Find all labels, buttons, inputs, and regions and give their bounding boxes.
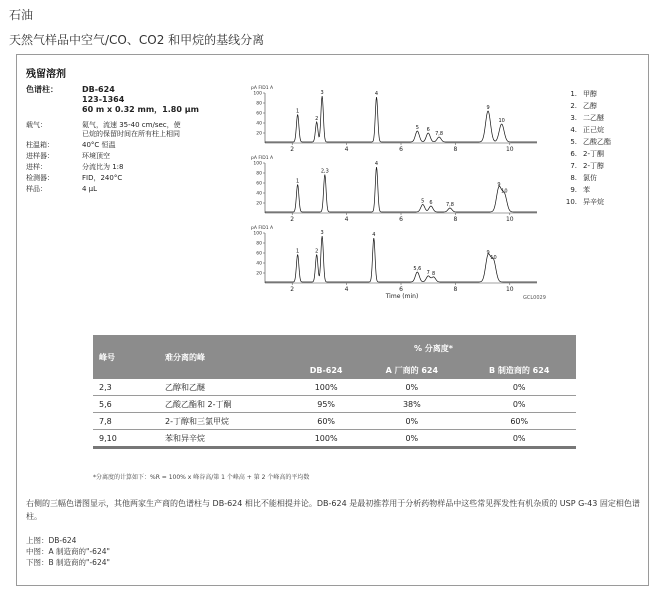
cell-pair: 苯和异辛烷	[159, 430, 291, 448]
signal-label: pA FID1 A	[251, 226, 274, 231]
y-tick-label: 20	[256, 271, 262, 277]
x-tick-label: 6	[399, 216, 403, 223]
col-db624: DB-624	[291, 361, 361, 379]
peak-label: 2	[315, 248, 319, 255]
peak-label: 2,3	[320, 168, 329, 175]
spec-row-injector	[26, 152, 256, 161]
y-tick-label: 100	[253, 161, 262, 167]
x-tick-label: 6	[399, 286, 403, 293]
peak-label: 1	[296, 108, 300, 115]
x-tick-label: 4	[344, 146, 349, 153]
table-row	[93, 396, 576, 413]
legend-item: 7. 2-丁醇	[570, 162, 604, 170]
y-tick-label: 60	[256, 181, 262, 187]
peak-label: 2	[315, 116, 319, 122]
spec-value: FID，240°C	[82, 174, 123, 182]
cell-peak: 9,10	[93, 430, 159, 448]
description-text: 右侧的三幅色谱图显示，其他两家生产商的色谱柱与 DB-624 相比不能相提并论。DB-624 是最初推荐用于分析药物样品中这些常见挥发性有机杂质的 USP G-43 固定相色谱柱。	[26, 499, 640, 521]
peak-label: 9	[486, 250, 490, 256]
peak-label: 10	[498, 118, 505, 124]
x-tick-label: 10	[505, 216, 514, 223]
cell-db624: 60%	[291, 413, 361, 430]
cell-mfr-b: 0%	[462, 396, 576, 413]
peak-label: 9	[486, 105, 490, 111]
peak-label: 10	[490, 255, 497, 261]
legend-item: 10. 异辛烷	[565, 198, 604, 206]
legend-item: 5. 乙酸乙酯	[570, 138, 611, 146]
breadcrumb[interactable]: 石油	[9, 8, 34, 22]
cell-mfr-a: 38%	[361, 396, 462, 413]
peak-label: 8	[432, 271, 436, 277]
cell-db624: 100%	[291, 379, 361, 396]
legend-item: 3. 二乙醚	[570, 114, 604, 122]
peak-label: 3	[320, 90, 324, 96]
col-mfr-b: B 制造商的 624	[462, 361, 576, 379]
caption-bottom: 下图：B 制造商的"-624"	[26, 558, 110, 567]
peak-label: 7,8	[435, 131, 444, 137]
x-tick-label: 8	[453, 286, 458, 293]
y-tick-label: 100	[253, 91, 262, 97]
column-value-1: DB-624	[82, 85, 115, 94]
col-mfr-a: A 厂商的 624	[361, 361, 462, 379]
y-tick-label: 20	[256, 201, 262, 207]
peak-label: 7	[426, 270, 430, 276]
peak-label: 1	[296, 248, 300, 255]
spec-value: 氦气，流速 35-40 cm/sec，使已烷的保留时间在所有柱上相同	[82, 121, 181, 138]
spec-key: 检测器：	[26, 174, 54, 182]
spec-row-sample	[26, 185, 256, 194]
cell-db624: 100%	[291, 430, 361, 448]
legend-item: 9. 苯	[570, 186, 590, 194]
x-tick-label: 4	[344, 286, 349, 293]
cell-peak: 7,8	[93, 413, 159, 430]
y-tick-label: 40	[256, 261, 262, 267]
cell-mfr-b: 60%	[462, 413, 576, 430]
peak-label: 1	[296, 178, 300, 185]
table-footnote: *分离度的计算如下：%R = 100% x 峰谷高/第 1 个峰高 + 第 2 个峰高的平均数	[93, 474, 310, 481]
y-tick-label: 40	[256, 191, 262, 197]
y-tick-label: 80	[256, 241, 262, 247]
peak-label: 4	[372, 232, 376, 238]
spec-row-injection	[26, 163, 256, 172]
column-value-2: 123-1364	[82, 95, 125, 104]
x-axis-title: Time (min)	[385, 293, 419, 300]
peak-label: 3	[320, 230, 324, 236]
peak-label: 9	[497, 182, 501, 188]
col-peak: 峰号	[93, 335, 159, 379]
table-row	[93, 430, 576, 448]
spec-key: 进样：	[26, 163, 47, 171]
peak-label: 4	[374, 161, 379, 167]
peak-label: 5	[421, 198, 425, 205]
chromatogram-trace	[265, 167, 537, 212]
method-spec	[26, 85, 256, 196]
column-value-3: 60 m x 0.32 mm，1.80 μm	[82, 105, 199, 114]
spec-row-carrier	[26, 121, 256, 139]
chromatogram-trace	[265, 96, 537, 142]
y-tick-label: 20	[256, 131, 262, 137]
peak-label: 6	[429, 200, 433, 206]
spec-key: 柱温箱：	[26, 141, 54, 149]
x-tick-label: 6	[399, 146, 403, 153]
x-tick-label: 8	[453, 216, 458, 223]
y-tick-label: 40	[256, 121, 262, 127]
panel-heading: 残留溶剂	[26, 69, 66, 80]
x-tick-label: 10	[505, 146, 514, 153]
legend-item: 2. 乙醇	[570, 102, 597, 110]
signal-label: pA FID1 A	[251, 156, 274, 161]
caption-top: 上图：DB-624	[26, 536, 77, 545]
col-pair: 难分离的峰	[159, 335, 291, 379]
cell-db624: 95%	[291, 396, 361, 413]
figure-captions	[26, 535, 110, 568]
spec-key: 载气：	[26, 121, 47, 129]
column-label: 色谱柱：	[26, 85, 58, 94]
peak-label: 7,8	[445, 202, 454, 208]
y-tick-label: 80	[256, 101, 262, 107]
x-tick-label: 10	[505, 286, 514, 293]
spec-value: 40°C 恒温	[82, 141, 116, 149]
y-tick-label: 60	[256, 251, 262, 257]
col-group: % 分离度*	[291, 335, 576, 361]
y-tick-label: 60	[256, 111, 262, 117]
cell-peak: 5,6	[93, 396, 159, 413]
y-tick-label: 100	[253, 231, 262, 237]
peak-label: 5	[415, 125, 419, 131]
legend-item: 8. 氯仿	[570, 174, 597, 182]
signal-label: pA FID1 A	[251, 86, 274, 91]
chromatogram-figure	[237, 83, 557, 301]
figure-code: GCL0029	[523, 295, 546, 301]
x-tick-label: 8	[453, 146, 458, 153]
cell-pair: 乙酸乙酯和 2-丁酮	[159, 396, 291, 413]
x-tick-label: 4	[344, 216, 349, 223]
figure-panel	[16, 54, 649, 586]
cell-pair: 乙醇和乙醚	[159, 379, 291, 396]
compound-legend	[565, 88, 611, 208]
spec-key: 进样器：	[26, 152, 54, 160]
page-title: 天然气样品中空气/CO、CO2 和甲烷的基线分离	[9, 33, 265, 47]
spec-value: 环境顶空	[82, 152, 110, 160]
peak-label: 10	[501, 188, 508, 195]
x-tick-label: 2	[290, 286, 295, 293]
legend-item: 6. 2-丁酮	[570, 150, 604, 158]
x-tick-label: 2	[290, 216, 295, 223]
legend-item: 4. 正己烷	[570, 126, 604, 134]
cell-mfr-b: 0%	[462, 430, 576, 448]
cell-pair: 2-丁醇和三氯甲烷	[159, 413, 291, 430]
table-row	[93, 379, 576, 396]
cell-mfr-a: 0%	[361, 413, 462, 430]
table-row	[93, 413, 576, 430]
cell-mfr-b: 0%	[462, 379, 576, 396]
column-spec	[26, 85, 256, 115]
spec-value: 4 μL	[82, 185, 98, 193]
spec-row-oven	[26, 141, 256, 150]
spec-row-detector	[26, 174, 256, 183]
spec-key: 样品：	[26, 185, 47, 193]
peak-label: 6	[426, 127, 430, 133]
caption-middle: 中图：A 制造商的"-624"	[26, 547, 110, 556]
spec-value: 分流比为 1:8	[82, 163, 124, 171]
cell-peak: 2,3	[93, 379, 159, 396]
peak-label: 5,6	[413, 266, 422, 272]
peak-label: 4	[374, 91, 379, 97]
x-tick-label: 2	[290, 146, 295, 153]
cell-mfr-a: 0%	[361, 430, 462, 448]
cell-mfr-a: 0%	[361, 379, 462, 396]
legend-item: 1. 甲醇	[570, 90, 597, 98]
resolution-table	[93, 335, 576, 449]
y-tick-label: 80	[256, 171, 262, 177]
